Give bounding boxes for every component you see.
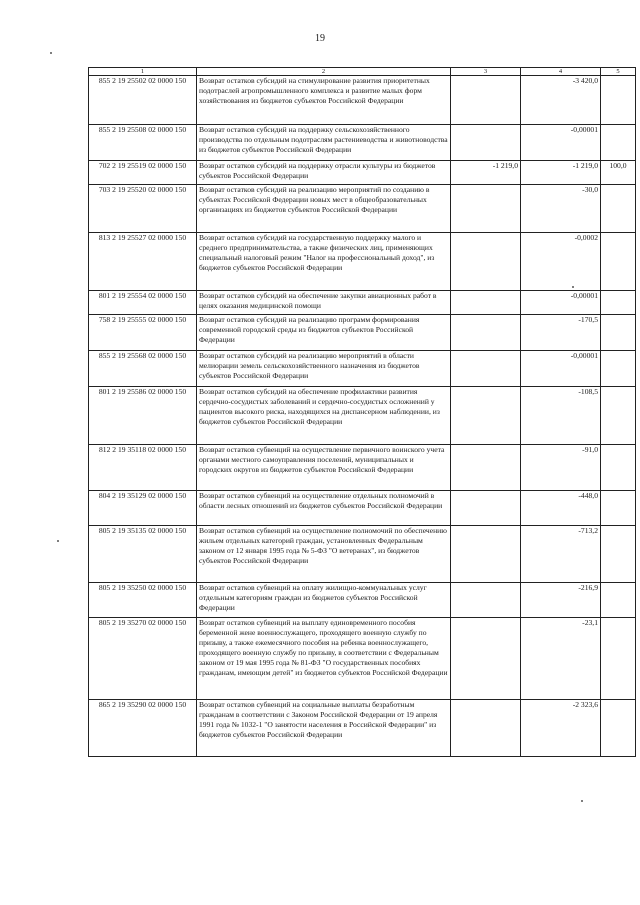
row-description: Возврат остатков субсидий на стимулирование развития приоритетных подотраслей агропромышленного комплекса и развитие малых форм хозяйствования из бюджетов субъектов Российской Федерации xyxy=(197,76,451,125)
row-description: Возврат остатков субсидий на реализацию мероприятий в области мелиорации земель сельскохозяйственного назначения из бюджетов субъектов Российской Федерации xyxy=(197,351,451,387)
row-col4: -108,5 xyxy=(521,387,601,445)
row-col5 xyxy=(601,291,636,315)
row-col5: 100,0 xyxy=(601,161,636,185)
row-col4: -91,0 xyxy=(521,445,601,491)
row-description: Возврат остатков субсидий на обеспечение закупки авиационных работ в целях оказания медицинской помощи xyxy=(197,291,451,315)
row-col5 xyxy=(601,618,636,700)
table-row xyxy=(89,583,636,618)
row-col3 xyxy=(451,583,521,618)
row-col5 xyxy=(601,387,636,445)
row-col4: -0,00001 xyxy=(521,351,601,387)
budget-table xyxy=(88,67,636,757)
table-row xyxy=(89,618,636,700)
row-col5 xyxy=(601,315,636,351)
row-code: 865 2 19 35290 02 0000 150 xyxy=(89,700,197,757)
table-row xyxy=(89,291,636,315)
table-row xyxy=(89,76,636,125)
row-col5 xyxy=(601,76,636,125)
column-header: 5 xyxy=(601,68,636,76)
row-col3 xyxy=(451,618,521,700)
row-code: 855 2 19 25568 02 0000 150 xyxy=(89,351,197,387)
row-col5 xyxy=(601,233,636,291)
row-col3 xyxy=(451,291,521,315)
row-col3 xyxy=(451,76,521,125)
row-col3 xyxy=(451,351,521,387)
row-col3 xyxy=(451,125,521,161)
row-description: Возврат остатков субвенций на выплату единовременного пособия беременной жене военнослужащего, проходящего военную службу по призыву, а также ежемесячного пособия на ребенка военнослужащего, проходящего военную службу по призыву, в соответствии с Федеральным законом от 19 мая 1995 года № 81-ФЗ "О государственных пособиях гражданам, имеющим детей" из бюджетов субъектов Российской Федерации xyxy=(197,618,451,700)
row-col3 xyxy=(451,491,521,526)
row-col5 xyxy=(601,491,636,526)
row-col3 xyxy=(451,445,521,491)
row-code: 758 2 19 25555 02 0000 150 xyxy=(89,315,197,351)
row-col4: -170,5 xyxy=(521,315,601,351)
row-code: 703 2 19 25520 02 0000 150 xyxy=(89,185,197,233)
row-col5 xyxy=(601,351,636,387)
row-col5 xyxy=(601,526,636,583)
row-description: Возврат остатков субвенций на оплату жилищно-коммунальных услуг отдельным категориям граждан из бюджетов субъектов Российской Федерации xyxy=(197,583,451,618)
table-row xyxy=(89,445,636,491)
row-code: 801 2 19 25554 02 0000 150 xyxy=(89,291,197,315)
row-code: 855 2 19 25508 02 0000 150 xyxy=(89,125,197,161)
table-row xyxy=(89,315,636,351)
table-row xyxy=(89,387,636,445)
row-description: Возврат остатков субсидий на поддержку отрасли культуры из бюджетов субъектов Российской Федерации xyxy=(197,161,451,185)
row-description: Возврат остатков субвенций на осуществление полномочий по обеспечению жильем отдельных категорий граждан, установленных Федеральным законом от 12 января 1995 года № 5-ФЗ "О ветеранах", из бюджетов субъектов Российской Федерации xyxy=(197,526,451,583)
row-col5 xyxy=(601,445,636,491)
row-col4: -0,0002 xyxy=(521,233,601,291)
row-col3 xyxy=(451,526,521,583)
row-description: Возврат остатков субвенций на социальные выплаты безработным гражданам в соответствии с Законом Российской Федерации от 19 апреля 1991 года № 1032-1 "О занятости населения в Российской Федерации" из бюджетов субъектов Российской Федерации xyxy=(197,700,451,757)
row-col4: -2 323,6 xyxy=(521,700,601,757)
table-row xyxy=(89,700,636,757)
row-description: Возврат остатков субвенций на осуществление отдельных полномочий в области лесных отношений из бюджетов субъектов Российской Федерации xyxy=(197,491,451,526)
row-code: 805 2 19 35250 02 0000 150 xyxy=(89,583,197,618)
row-description: Возврат остатков субвенций на осуществление первичного воинского учета органами местного самоуправления поселений, муниципальных и городских округов из бюджетов субъектов Российской Федерации xyxy=(197,445,451,491)
page-number: 19 xyxy=(315,33,325,44)
row-code: 805 2 19 35135 02 0000 150 xyxy=(89,526,197,583)
column-header: 2 xyxy=(197,68,451,76)
row-col4: -0,00001 xyxy=(521,125,601,161)
row-col5 xyxy=(601,583,636,618)
row-description: Возврат остатков субсидий на реализацию мероприятий по созданию в субъектах Российской Федерации новых мест в общеобразовательных организациях из бюджетов субъектов Российской Федерации xyxy=(197,185,451,233)
table-row xyxy=(89,526,636,583)
row-description: Возврат остатков субсидий на поддержку сельскохозяйственного производства по отдельным подотраслям растениеводства и животноводства из бюджетов субъектов Российской Федерации xyxy=(197,125,451,161)
row-code: 804 2 19 35129 02 0000 150 xyxy=(89,491,197,526)
scan-speck xyxy=(572,286,574,288)
row-col4: -448,0 xyxy=(521,491,601,526)
row-col3 xyxy=(451,387,521,445)
scan-speck xyxy=(57,540,59,542)
row-code: 801 2 19 25586 02 0000 150 xyxy=(89,387,197,445)
row-description: Возврат остатков субсидий на реализацию программ формирования современной городской среды из бюджетов субъектов Российской Федерации xyxy=(197,315,451,351)
table-row xyxy=(89,161,636,185)
column-header: 1 xyxy=(89,68,197,76)
scan-speck xyxy=(50,52,52,54)
row-code: 702 2 19 25519 02 0000 150 xyxy=(89,161,197,185)
row-col4: -216,9 xyxy=(521,583,601,618)
row-description: Возврат остатков субсидий на обеспечение профилактики развития сердечно-сосудистых заболеваний и сердечно-сосудистых осложнений у пациентов высокого риска, находящихся на диспансерном наблюдении, из бюджетов субъектов Российской Федерации xyxy=(197,387,451,445)
row-col3 xyxy=(451,315,521,351)
table-row xyxy=(89,233,636,291)
row-col4: -0,00001 xyxy=(521,291,601,315)
row-col5 xyxy=(601,125,636,161)
table-row xyxy=(89,491,636,526)
row-code: 813 2 19 25527 02 0000 150 xyxy=(89,233,197,291)
scan-speck xyxy=(581,800,583,802)
row-col5 xyxy=(601,700,636,757)
row-col4: -713,2 xyxy=(521,526,601,583)
table-row xyxy=(89,351,636,387)
row-col4: -3 420,0 xyxy=(521,76,601,125)
row-code: 855 2 19 25502 02 0000 150 xyxy=(89,76,197,125)
row-col3 xyxy=(451,700,521,757)
row-col4: -23,1 xyxy=(521,618,601,700)
row-col3 xyxy=(451,233,521,291)
table-header-row xyxy=(89,68,636,76)
row-col3 xyxy=(451,185,521,233)
row-description: Возврат остатков субсидий на государственную поддержку малого и среднего предпринимательства, а также физических лиц, применяющих специальный налоговый режим "Налог на профессиональный доход", из бюджетов субъектов Российской Федерации xyxy=(197,233,451,291)
row-col3: -1 219,0 xyxy=(451,161,521,185)
row-code: 812 2 19 35118 02 0000 150 xyxy=(89,445,197,491)
column-header: 4 xyxy=(521,68,601,76)
row-col4: -1 219,0 xyxy=(521,161,601,185)
column-header: 3 xyxy=(451,68,521,76)
table-row xyxy=(89,185,636,233)
table-row xyxy=(89,125,636,161)
row-col5 xyxy=(601,185,636,233)
row-code: 805 2 19 35270 02 0000 150 xyxy=(89,618,197,700)
row-col4: -30,0 xyxy=(521,185,601,233)
